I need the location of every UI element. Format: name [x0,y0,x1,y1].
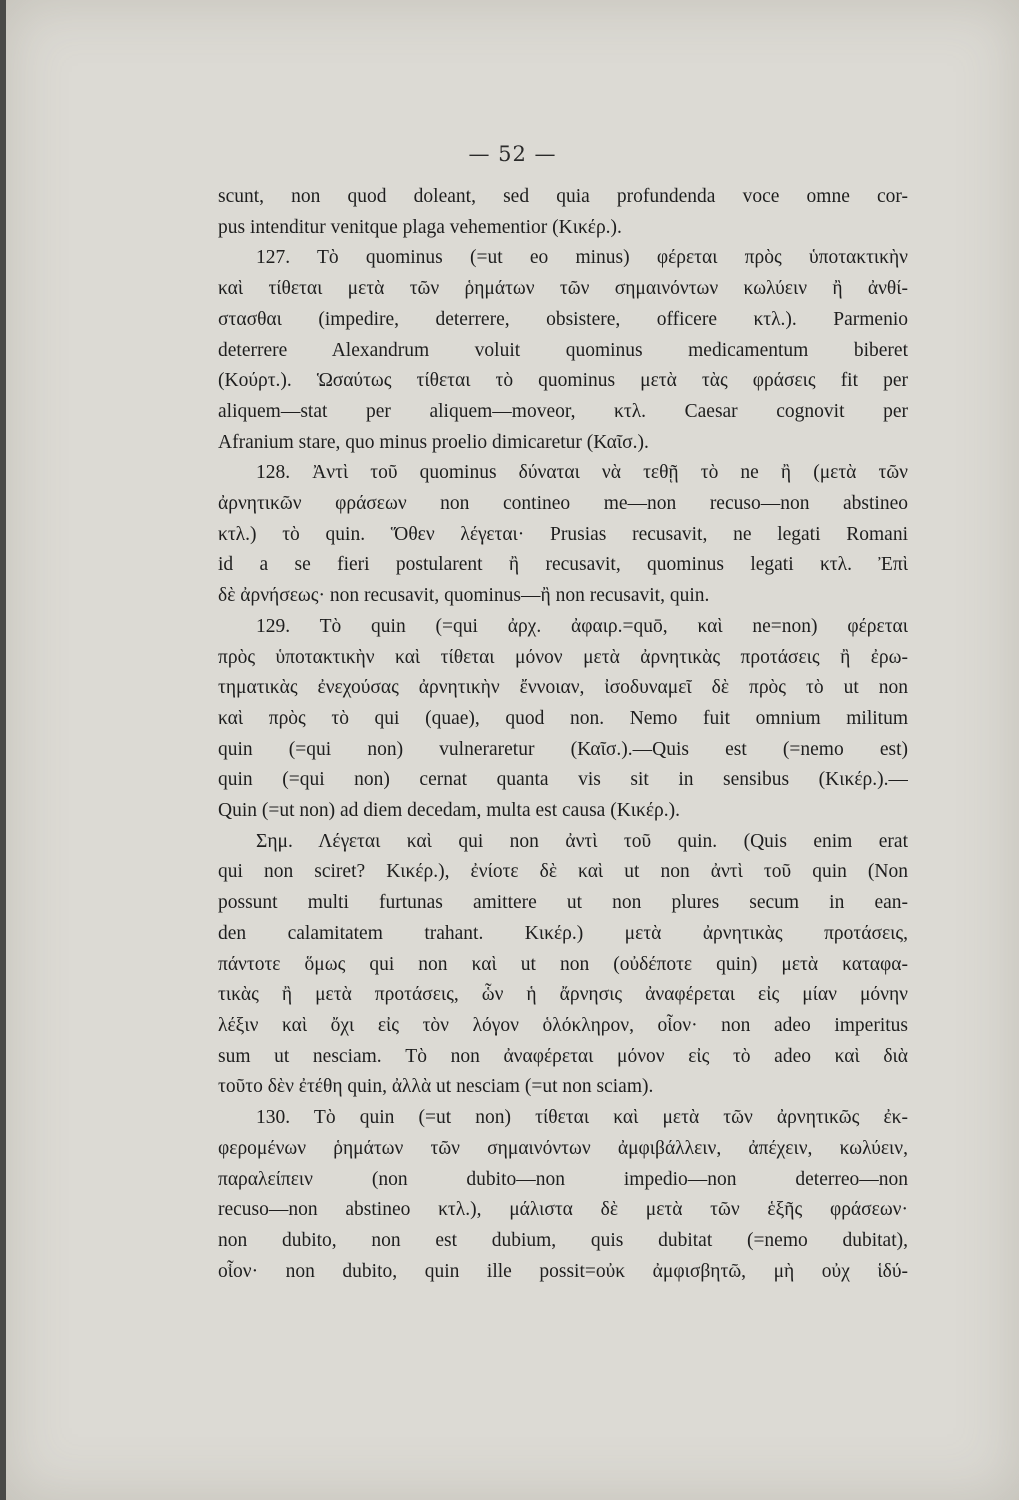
text-line: τικὰς ἢ μετὰ προτάσεις, ὧν ἡ ἄρνησις ἀναφέρεται εἰς μίαν μόνην [218,984,908,1006]
text-line: ἀρνητικῶν φράσεων non contineo me—non recuso—non abstineo [218,493,908,515]
text-line: qui non sciret? Κικέρ.), ἐνίοτε δὲ καὶ ut non ἀντὶ τοῦ quin (Non [218,861,908,883]
page-number: — 52 — [468,142,557,166]
text-line: λέξιν καὶ ὄχι εἰς τὸν λόγον ὁλόκληρον, οἷον· non adeo imperitus [218,1014,908,1036]
text-line: πάντοτε ὅμως qui non καὶ ut non (οὐδέποτε quin) μετὰ καταφα- [218,953,908,975]
text-line: sum ut nesciam. Τὸ non ἀναφέρεται μόνον εἰς τὸ adeo καὶ διὰ [218,1045,908,1067]
text-line: φερομένων ῥημάτων τῶν σημαινόντων ἀμφιβάλλειν, ἀπέχειν, κωλύειν, [218,1137,908,1159]
text-line: καὶ πρὸς τὸ qui (quae), quod non. Nemo fuit omnium militum [218,707,908,729]
text-line: deterrere Alexandrum voluit quominus medicamentum biberet [218,339,908,361]
text-line: possunt multi furtunas amittere ut non plures secum in ean- [218,892,908,914]
text-line: πρὸς ὑποτακτικὴν καὶ τίθεται μόνον μετὰ ἀρνητικὰς προτάσεις ἢ ἐρω- [218,646,908,668]
text-line: Σημ. Λέγεται καὶ qui non ἀντὶ τοῦ quin. (Quis enim erat [256,830,908,852]
text-line: (Κούρτ.). Ὡσαύτως τίθεται τὸ quominus μετὰ τὰς φράσεις fit per [218,370,908,392]
text-line: τηματικὰς ἐνεχούσας ἀρνητικὴν ἔννοιαν, ἰσοδυναμεῖ δὲ πρὸς τὸ ut non [218,677,908,699]
text-line: quin (=qui non) cernat quanta vis sit in sensibus (Κικέρ.).— [218,769,908,791]
text-line: παραλείπειν (non dubito—non impedio—non deterreo—non [218,1168,908,1190]
text-line: 130. Τὸ quin (=ut non) τίθεται καὶ μετὰ τῶν ἀρνητικῶς ἐκ- [256,1107,908,1129]
text-line: δὲ ἀρνήσεως· non recusavit, quominus—ἢ non recusavit, quin. [218,585,710,607]
text-line: scunt, non quod doleant, sed quia profundenda voce omne cor- [218,186,908,207]
text-line: στασθαι (impedire, deterrere, obsistere, officere κτλ.). Parmenio [218,308,908,330]
text-line: id a se fieri postularent ἢ recusavit, quominus legati κτλ. Ἐπὶ [218,554,908,576]
text-line: Quin (=ut non) ad diem decedam, multa est causa (Κικέρ.). [218,800,681,822]
text-line: quin (=qui non) vulneraretur (Καῖσ.).—Quis est (=nemo est) [218,738,908,760]
text-line: κτλ.) τὸ quin. Ὅθεν λέγεται· Prusias recusavit, ne legati Romani [218,523,908,545]
text-line: 129. Τὸ quin (=qui ἀρχ. ἀφαιρ.=quō, καὶ ne=non) φέρεται [256,615,908,637]
text-line: Afranium stare, quo minus proelio dimicaretur (Καῖσ.). [218,431,649,453]
text-line: pus intenditur venitque plaga vehementior (Κικέρ.). [218,216,622,238]
text-line: τοῦτο δὲν ἐτέθη quin, ἀλλὰ ut nesciam (=ut non sciam). [218,1076,654,1098]
text-line: aliquem—stat per aliquem—moveor, κτλ. Caesar cognovit per [218,400,908,422]
text-line: 128. Ἀντὶ τοῦ quominus δύναται νὰ τεθῇ τὸ ne ἢ (μετὰ τῶν [256,462,908,484]
text-line: 127. Τὸ quominus (=ut eo minus) φέρεται πρὸς ὑποτακτικὴν [256,247,908,269]
text-line: καὶ τίθεται μετὰ τῶν ῥημάτων τῶν σημαινόντων κωλύειν ἢ ἀνθί- [218,278,908,300]
text-line: recuso—non abstineo κτλ.), μάλιστα δὲ μετὰ τῶν ἑξῆς φράσεων· [218,1199,908,1221]
body-text [218,182,908,1287]
text-line: den calamitatem trahant. Κικέρ.) μετὰ ἀρνητικὰς προτάσεις, [218,922,908,944]
text-line: οἷον· non dubito, quin ille possit=οὐκ ἀμφισβητῶ, μὴ οὐχ ἱδύ- [218,1260,908,1282]
scanned-page [6,0,1019,1500]
text-line: non dubito, non est dubium, quis dubitat (=nemo dubitat), [218,1229,908,1251]
